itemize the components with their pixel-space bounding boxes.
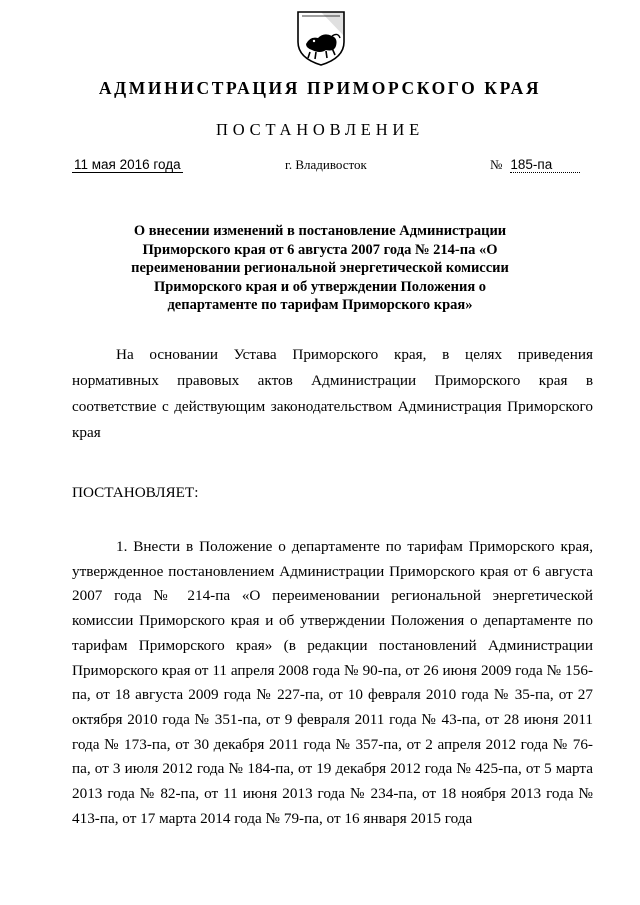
document-date: 11 мая 2016 года (74, 157, 181, 172)
document-number (490, 157, 580, 173)
number-sign: № (490, 157, 503, 172)
coat-of-arms-icon (294, 8, 348, 68)
item-1-paragraph: 1. Внести в Положение о департаменте по тарифам Приморского края, утвержденное постановлением Администрации Приморского края от 6 августа 2007 года № 214-па «О переименовании региональной энергетической комиссии Приморского края и об утверждении Положения о департаменте по тарифам Приморского края» (в редакции постановлений Администрации Приморского края от 11 апреля 2008 года № 90-па, от 26 июня 2009 года № 156-па, от 18 августа 2009 года № 227-па, от 10 февраля 2010 года № 35-па, от 27 октября 2010 года № 351-па, от 9 февраля 2011 года № 43-па, от 28 июня 2011 года № 173-па, от 30 декабря 2011 года № 357-па, от 2 апреля 2012 года № 76-па, от 3 июля 2012 года № 184-па, от 19 декабря 2012 года № 425-па, от 5 марта 2013 года № 82-па, от 11 июня 2013 года № 234-па, от 18 ноября 2013 года № 413-па, от 17 марта 2014 года № 79-па, от 16 января 2015 года (72, 538, 593, 827)
document-city: г. Владивосток (285, 157, 367, 172)
document-title: О внесении изменений в постановление Администрации Приморского края от 6 августа 2007 года № 214-па «О переименовании региональной энергетической комиссии Приморского края и об утверждении Положения о департаменте по тарифам Приморского края» (131, 223, 509, 314)
preamble-paragraph: На основании Устава Приморского края, в целях приведения нормативных правовых актов Администрации Приморского края в соответствие с действующим законодательством Администрация Приморского края (72, 346, 593, 441)
document-type: ПОСТАНОВЛЕНИЕ (216, 120, 424, 139)
organization-name: АДМИНИСТРАЦИЯ ПРИМОРСКОГО КРАЯ (98, 78, 542, 98)
number-value: 185-па (510, 157, 580, 173)
resolves-heading: ПОСТАНОВЛЯЕТ: (72, 484, 199, 501)
